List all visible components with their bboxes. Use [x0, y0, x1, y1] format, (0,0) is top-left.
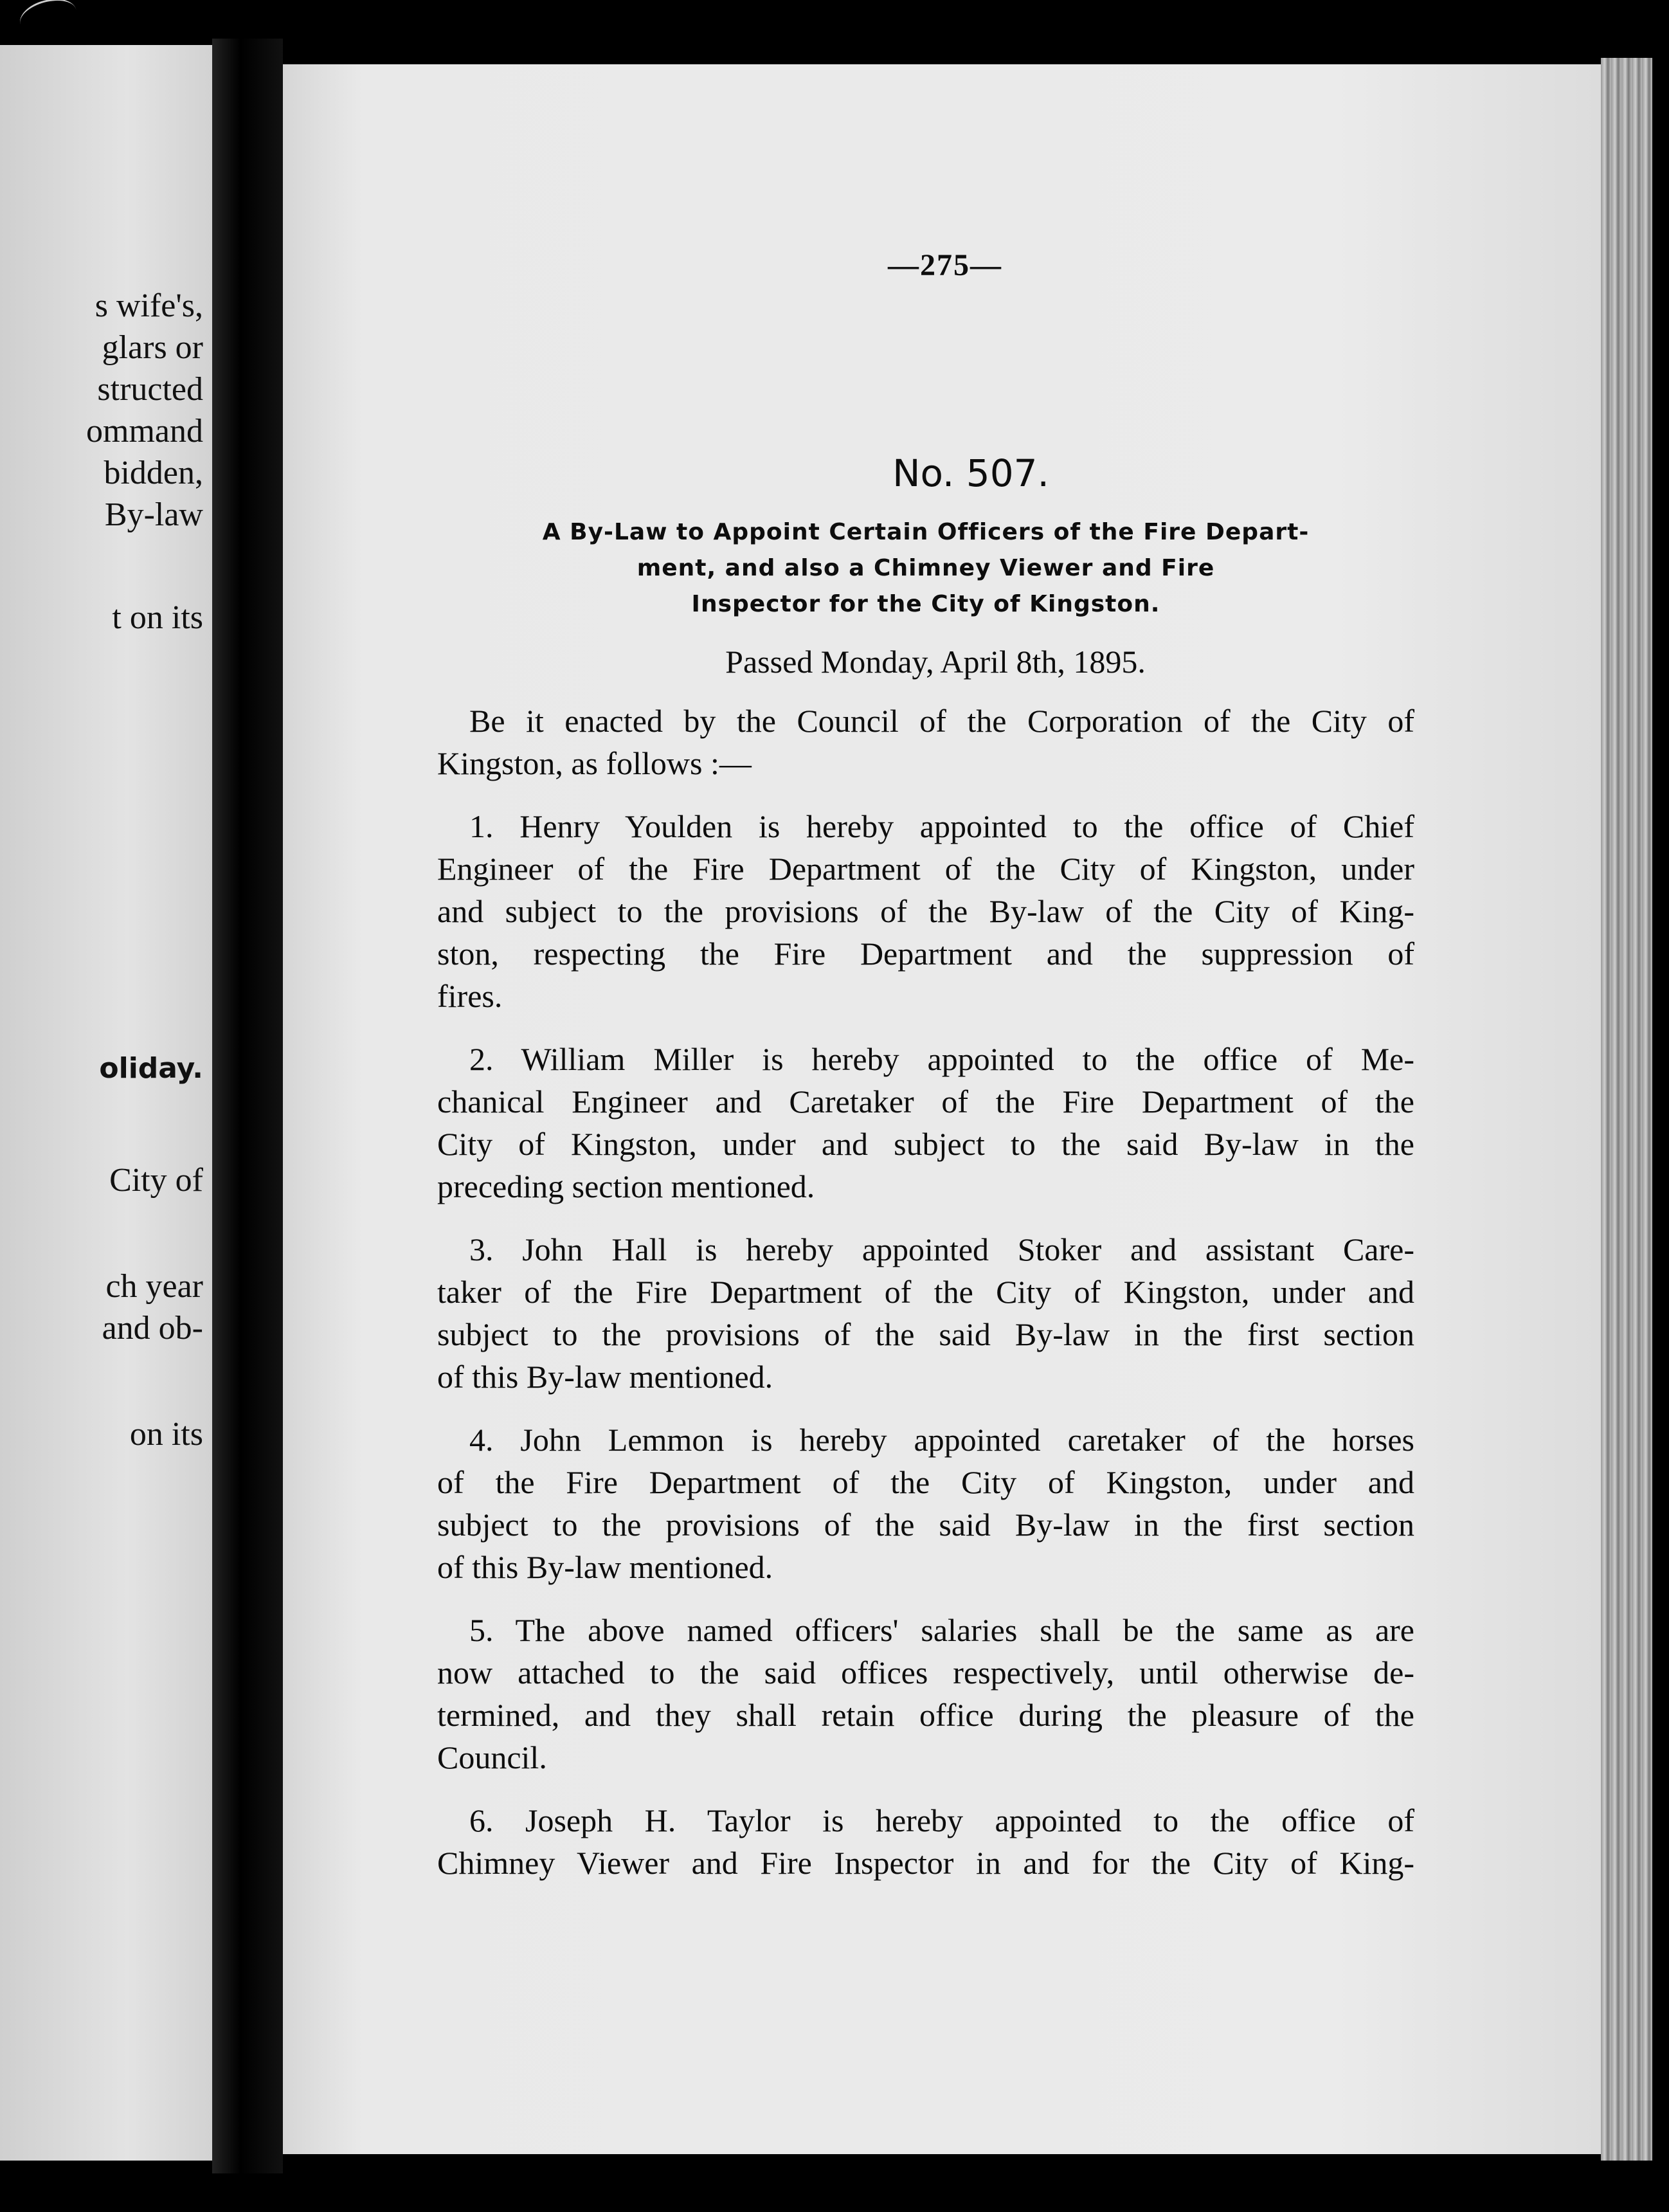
left-page-line: bidden,	[104, 455, 203, 491]
bylaw-title-line: A By-Law to Appoint Certain Officers of the Fire Depart-	[542, 519, 1310, 545]
bylaw-number: No. 507.	[892, 451, 1049, 495]
section-2	[437, 1038, 1414, 1208]
section-6	[437, 1799, 1414, 1884]
text-line: Chimney Viewer and Fire Inspector in and for the City of King-	[437, 1845, 1414, 1881]
text-line: 1. Henry Youlden is hereby appointed to the office of Chief	[469, 808, 1414, 844]
scan-corner-mark	[16, 0, 81, 41]
text-line: of the Fire Department of the City of Kingston, under and	[437, 1464, 1414, 1500]
left-page-line: s wife's,	[95, 287, 203, 324]
text-line: ston, respecting the Fire Department and the suppression of	[437, 936, 1414, 972]
left-page-line: and ob-	[102, 1310, 203, 1346]
section-1	[437, 805, 1414, 1017]
text-line: Kingston, as follows :—	[437, 745, 752, 781]
text-line: preceding section mentioned.	[437, 1168, 815, 1204]
text-line: fires.	[437, 978, 503, 1014]
page-content	[437, 248, 1414, 1905]
text-line: City of Kingston, under and subject to the said By-law in the	[437, 1126, 1414, 1162]
left-page-line: City of	[109, 1162, 203, 1199]
passed-date: Passed Monday, April 8th, 1895.	[725, 644, 1146, 680]
left-page-line: ommand	[86, 413, 203, 449]
text-line: now attached to the said offices respectively, until otherwise de-	[437, 1654, 1414, 1691]
section-4	[437, 1419, 1414, 1588]
left-facing-page	[0, 45, 212, 2161]
bylaw-title	[437, 514, 1414, 622]
text-line: subject to the provisions of the said By-law in the first section	[437, 1507, 1414, 1543]
text-line: subject to the provisions of the said By-law in the first section	[437, 1316, 1414, 1352]
bylaw-title-line: Inspector for the City of Kingston.	[691, 591, 1160, 617]
left-page-line: ch year	[105, 1268, 203, 1305]
left-page-line: t on its	[112, 599, 203, 636]
text-line: 6. Joseph H. Taylor is hereby appointed to the office of	[469, 1802, 1414, 1838]
text-line: of this By-law mentioned.	[437, 1359, 773, 1395]
section-3	[437, 1228, 1414, 1398]
left-page-line: structed	[97, 371, 203, 408]
left-page-line: glars or	[102, 329, 203, 366]
text-line: and subject to the provisions of the By-law of the City of King-	[437, 893, 1414, 929]
text-line: taker of the Fire Department of the City of Kingston, under and	[437, 1274, 1414, 1310]
preamble	[437, 700, 1414, 784]
text-line: of this By-law mentioned.	[437, 1549, 773, 1585]
text-line: 3. John Hall is hereby appointed Stoker and assistant Care-	[469, 1231, 1414, 1267]
text-line: termined, and they shall retain office during the pleasure of the	[437, 1697, 1414, 1733]
text-line: Council.	[437, 1739, 547, 1775]
text-line: 5. The above named officers' salaries shall be the same as are	[469, 1612, 1414, 1648]
page-edges	[1601, 58, 1652, 2161]
bylaw-title-line: ment, and also a Chimney Viewer and Fire	[636, 555, 1215, 581]
text-line: 4. John Lemmon is hereby appointed caretaker of the horses	[469, 1422, 1414, 1458]
page-number: —275—	[888, 248, 1002, 282]
section-5	[437, 1609, 1414, 1779]
text-line: 2. William Miller is hereby appointed to the office of Me-	[469, 1041, 1414, 1077]
text-line: chanical Engineer and Caretaker of the Fire Department of the	[437, 1083, 1414, 1120]
text-line: Be it enacted by the Council of the Corporation of the City of	[469, 703, 1414, 739]
left-page-line: oliday.	[99, 1052, 203, 1085]
left-page-line: By-law	[104, 496, 203, 533]
book-gutter	[212, 39, 283, 2173]
text-line: Engineer of the Fire Department of the City of Kingston, under	[437, 851, 1414, 887]
left-page-line: on its	[129, 1416, 203, 1453]
